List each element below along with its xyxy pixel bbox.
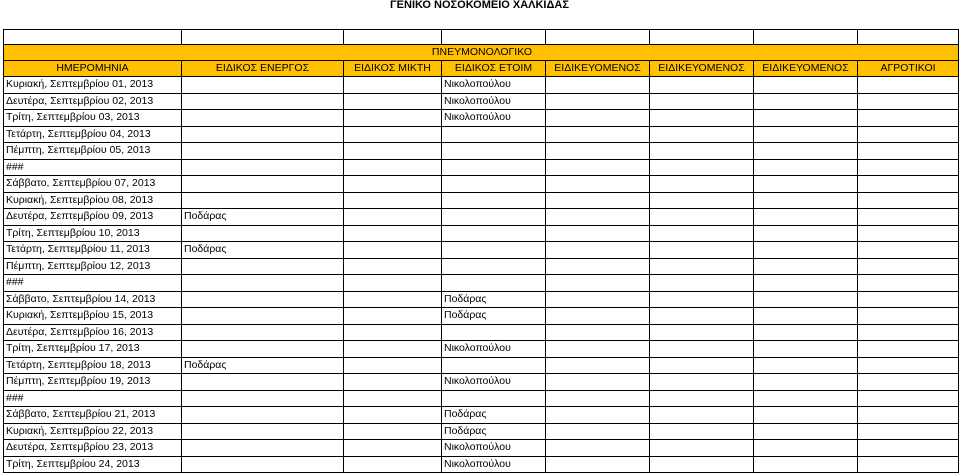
duty-cell[interactable] (546, 225, 650, 242)
duty-cell[interactable] (754, 126, 858, 143)
duty-cell[interactable] (546, 192, 650, 209)
date-cell[interactable]: Σάββατο, Σεπτεμβρίου 21, 2013 (4, 407, 182, 424)
duty-cell[interactable] (182, 110, 344, 127)
duty-cell[interactable]: Ποδάρας (182, 209, 344, 226)
date-cell[interactable]: Σάββατο, Σεπτεμβρίου 14, 2013 (4, 291, 182, 308)
duty-cell[interactable] (754, 192, 858, 209)
duty-cell[interactable]: Ποδάρας (442, 291, 546, 308)
duty-cell[interactable] (650, 357, 754, 374)
blank-cell[interactable] (754, 30, 858, 45)
date-cell[interactable]: Πέμπτη, Σεπτεμβρίου 19, 2013 (4, 374, 182, 391)
table-row (4, 374, 959, 391)
table-row (4, 258, 959, 275)
header-specialist-active[interactable]: ΕΙΔΙΚΟΣ ΕΝΕΡΓΟΣ (182, 61, 344, 77)
duty-cell[interactable] (546, 209, 650, 226)
duty-cell[interactable] (442, 225, 546, 242)
duty-cell[interactable] (442, 357, 546, 374)
duty-cell[interactable] (858, 242, 959, 259)
duty-cell[interactable] (754, 225, 858, 242)
duty-cell[interactable]: Ποδάρας (182, 357, 344, 374)
duty-cell[interactable] (650, 110, 754, 127)
duty-cell[interactable] (344, 275, 442, 292)
duty-cell[interactable] (650, 456, 754, 473)
date-cell[interactable]: Κυριακή, Σεπτεμβρίου 15, 2013 (4, 308, 182, 325)
duty-cell[interactable] (344, 374, 442, 391)
table-row (4, 291, 959, 308)
duty-cell[interactable] (650, 159, 754, 176)
duty-cell[interactable] (442, 126, 546, 143)
duty-cell[interactable] (754, 440, 858, 457)
duty-cell[interactable] (344, 324, 442, 341)
duty-cell[interactable] (182, 407, 344, 424)
duty-cell[interactable] (754, 324, 858, 341)
duty-cell[interactable] (182, 225, 344, 242)
duty-cell[interactable] (754, 407, 858, 424)
duty-cell[interactable] (650, 93, 754, 110)
duty-cell[interactable] (650, 407, 754, 424)
duty-cell[interactable] (344, 225, 442, 242)
duty-cell[interactable] (754, 374, 858, 391)
duty-cell[interactable] (344, 258, 442, 275)
duty-cell[interactable] (546, 456, 650, 473)
duty-cell[interactable] (182, 291, 344, 308)
duty-cell[interactable] (344, 176, 442, 193)
duty-cell[interactable] (344, 209, 442, 226)
duty-cell[interactable] (344, 357, 442, 374)
blank-cell[interactable] (344, 30, 442, 45)
duty-cell[interactable] (754, 143, 858, 160)
duty-cell[interactable] (344, 440, 442, 457)
date-cell[interactable]: Δευτέρα, Σεπτεμβρίου 16, 2013 (4, 324, 182, 341)
blank-row (4, 30, 959, 45)
duty-cell[interactable] (858, 77, 959, 94)
duty-cell[interactable] (650, 242, 754, 259)
duty-cell[interactable] (182, 77, 344, 94)
duty-cell[interactable] (546, 143, 650, 160)
schedule-table (3, 29, 959, 473)
duty-cell[interactable] (754, 275, 858, 292)
table-row (4, 209, 959, 226)
duty-cell[interactable] (858, 308, 959, 325)
duty-cell[interactable] (344, 308, 442, 325)
header-specialist-ready[interactable]: ΕΙΔΙΚΟΣ ΕΤΟΙΜ (442, 61, 546, 77)
duty-cell[interactable] (546, 93, 650, 110)
duty-cell[interactable] (344, 242, 442, 259)
duty-cell[interactable] (546, 308, 650, 325)
table-row (4, 93, 959, 110)
duty-cell[interactable] (858, 440, 959, 457)
duty-cell[interactable]: Νικολοπούλου (442, 440, 546, 457)
duty-cell[interactable] (442, 192, 546, 209)
duty-cell[interactable] (858, 159, 959, 176)
duty-cell[interactable] (754, 159, 858, 176)
duty-cell[interactable] (858, 407, 959, 424)
duty-cell[interactable] (650, 308, 754, 325)
table-row (4, 440, 959, 457)
duty-cell[interactable]: Νικολοπούλου (442, 77, 546, 94)
duty-cell[interactable]: Νικολοπούλου (442, 93, 546, 110)
blank-cell[interactable] (546, 30, 650, 45)
date-cell[interactable]: Δευτέρα, Σεπτεμβρίου 09, 2013 (4, 209, 182, 226)
table-row (4, 275, 959, 292)
duty-cell[interactable] (344, 423, 442, 440)
duty-cell[interactable] (344, 390, 442, 407)
duty-cell[interactable] (344, 456, 442, 473)
duty-cell[interactable] (650, 291, 754, 308)
duty-cell[interactable] (546, 77, 650, 94)
duty-cell[interactable] (858, 93, 959, 110)
duty-cell[interactable] (650, 341, 754, 358)
duty-cell[interactable] (442, 242, 546, 259)
duty-cell[interactable] (344, 143, 442, 160)
date-cell[interactable]: Δευτέρα, Σεπτεμβρίου 02, 2013 (4, 93, 182, 110)
duty-cell[interactable] (182, 275, 344, 292)
duty-cell[interactable] (546, 126, 650, 143)
duty-cell[interactable] (650, 77, 754, 94)
duty-cell[interactable] (650, 275, 754, 292)
date-cell[interactable]: Τετάρτη, Σεπτεμβρίου 11, 2013 (4, 242, 182, 259)
header-resident-3[interactable]: ΕΙΔΙΚΕΥΟΜΕΝΟΣ (754, 61, 858, 77)
duty-cell[interactable] (344, 110, 442, 127)
table-row (4, 126, 959, 143)
table-row (4, 110, 959, 127)
duty-cell[interactable] (546, 275, 650, 292)
table-row (4, 308, 959, 325)
duty-cell[interactable]: Νικολοπούλου (442, 341, 546, 358)
duty-cell[interactable] (858, 275, 959, 292)
duty-cell[interactable] (442, 176, 546, 193)
duty-cell[interactable] (650, 192, 754, 209)
table-row (4, 242, 959, 259)
date-cell[interactable]: Κυριακή, Σεπτεμβρίου 01, 2013 (4, 77, 182, 94)
duty-cell[interactable] (442, 209, 546, 226)
duty-cell[interactable] (754, 77, 858, 94)
duty-cell[interactable] (546, 407, 650, 424)
duty-cell[interactable] (182, 456, 344, 473)
header-rural[interactable]: ΑΓΡΟΤΙΚΟΙ (858, 61, 959, 77)
duty-cell[interactable] (858, 324, 959, 341)
duty-cell[interactable]: Νικολοπούλου (442, 110, 546, 127)
date-cell[interactable]: Τρίτη, Σεπτεμβρίου 10, 2013 (4, 225, 182, 242)
date-cell[interactable]: Πέμπτη, Σεπτεμβρίου 05, 2013 (4, 143, 182, 160)
table-row (4, 357, 959, 374)
duty-cell[interactable] (344, 291, 442, 308)
duty-cell[interactable] (650, 176, 754, 193)
duty-cell[interactable] (182, 258, 344, 275)
duty-cell[interactable] (650, 423, 754, 440)
table-row (4, 159, 959, 176)
duty-cell[interactable] (858, 390, 959, 407)
duty-cell[interactable] (650, 324, 754, 341)
duty-cell[interactable]: Νικολοπούλου (442, 374, 546, 391)
table-row (4, 390, 959, 407)
duty-cell[interactable] (650, 258, 754, 275)
table-row (4, 407, 959, 424)
duty-cell[interactable] (546, 324, 650, 341)
duty-cell[interactable] (546, 390, 650, 407)
duty-cell[interactable] (546, 291, 650, 308)
duty-cell[interactable] (182, 308, 344, 325)
duty-cell[interactable] (546, 110, 650, 127)
duty-cell[interactable] (182, 324, 344, 341)
date-cell[interactable]: ### (4, 159, 182, 176)
duty-cell[interactable] (858, 126, 959, 143)
duty-cell[interactable] (754, 423, 858, 440)
date-cell[interactable]: Κυριακή, Σεπτεμβρίου 08, 2013 (4, 192, 182, 209)
duty-cell[interactable] (650, 126, 754, 143)
blank-cell[interactable] (4, 30, 182, 45)
duty-cell[interactable] (182, 341, 344, 358)
duty-cell[interactable] (858, 357, 959, 374)
duty-cell[interactable] (182, 159, 344, 176)
duty-cell[interactable]: Νικολοπούλου (442, 456, 546, 473)
date-cell[interactable]: Πέμπτη, Σεπτεμβρίου 12, 2013 (4, 258, 182, 275)
blank-cell[interactable] (442, 30, 546, 45)
duty-cell[interactable] (546, 374, 650, 391)
duty-cell[interactable] (858, 374, 959, 391)
duty-cell[interactable] (546, 176, 650, 193)
date-cell[interactable]: Κυριακή, Σεπτεμβρίου 22, 2013 (4, 423, 182, 440)
duty-cell[interactable] (754, 209, 858, 226)
duty-cell[interactable] (858, 176, 959, 193)
department-row (4, 45, 959, 61)
schedule-body (4, 30, 959, 473)
duty-cell[interactable] (182, 192, 344, 209)
duty-cell[interactable] (546, 341, 650, 358)
duty-cell[interactable] (754, 93, 858, 110)
table-row (4, 341, 959, 358)
duty-cell[interactable] (442, 275, 546, 292)
date-cell[interactable]: Τρίτη, Σεπτεμβρίου 24, 2013 (4, 456, 182, 473)
duty-cell[interactable] (546, 258, 650, 275)
duty-cell[interactable] (182, 126, 344, 143)
duty-cell[interactable] (858, 192, 959, 209)
duty-cell[interactable] (754, 456, 858, 473)
date-cell[interactable]: ### (4, 390, 182, 407)
duty-cell[interactable] (442, 159, 546, 176)
duty-cell[interactable] (858, 423, 959, 440)
duty-cell[interactable] (754, 357, 858, 374)
duty-cell[interactable] (182, 143, 344, 160)
duty-cell[interactable] (858, 341, 959, 358)
duty-cell[interactable] (858, 456, 959, 473)
blank-cell[interactable] (182, 30, 344, 45)
duty-cell[interactable] (344, 159, 442, 176)
table-row (4, 143, 959, 160)
date-cell[interactable]: Τρίτη, Σεπτεμβρίου 03, 2013 (4, 110, 182, 127)
duty-cell[interactable]: Ποδάρας (442, 423, 546, 440)
duty-cell[interactable] (858, 225, 959, 242)
table-row (4, 192, 959, 209)
duty-cell[interactable] (182, 93, 344, 110)
header-row (4, 61, 959, 77)
duty-cell[interactable]: Ποδάρας (442, 407, 546, 424)
duty-cell[interactable] (858, 110, 959, 127)
date-cell[interactable]: Δευτέρα, Σεπτεμβρίου 23, 2013 (4, 440, 182, 457)
duty-cell[interactable] (344, 192, 442, 209)
duty-cell[interactable] (546, 440, 650, 457)
duty-cell[interactable] (182, 423, 344, 440)
duty-cell[interactable] (546, 423, 650, 440)
date-cell[interactable]: Τετάρτη, Σεπτεμβρίου 18, 2013 (4, 357, 182, 374)
date-cell[interactable]: Τρίτη, Σεπτεμβρίου 17, 2013 (4, 341, 182, 358)
table-row (4, 456, 959, 473)
duty-cell[interactable] (546, 357, 650, 374)
duty-cell[interactable] (546, 159, 650, 176)
date-cell[interactable]: Σάββατο, Σεπτεμβρίου 07, 2013 (4, 176, 182, 193)
date-cell[interactable]: Τετάρτη, Σεπτεμβρίου 04, 2013 (4, 126, 182, 143)
table-row (4, 225, 959, 242)
duty-cell[interactable] (182, 440, 344, 457)
duty-cell[interactable] (858, 209, 959, 226)
duty-cell[interactable] (546, 242, 650, 259)
duty-cell[interactable] (754, 110, 858, 127)
duty-cell[interactable] (442, 390, 546, 407)
duty-cell[interactable] (442, 143, 546, 160)
duty-cell[interactable] (344, 407, 442, 424)
duty-cell[interactable] (344, 77, 442, 94)
date-cell[interactable]: ### (4, 275, 182, 292)
duty-cell[interactable] (650, 209, 754, 226)
duty-cell[interactable] (754, 341, 858, 358)
header-date[interactable]: ΗΜΕΡΟΜΗΝΙΑ (4, 61, 182, 77)
duty-cell[interactable] (858, 143, 959, 160)
table-row (4, 324, 959, 341)
duty-cell[interactable] (650, 390, 754, 407)
header-resident-2[interactable]: ΕΙΔΙΚΕΥΟΜΕΝΟΣ (650, 61, 754, 77)
duty-cell[interactable] (754, 390, 858, 407)
header-resident-1[interactable]: ΕΙΔΙΚΕΥΟΜΕΝΟΣ (546, 61, 650, 77)
table-row (4, 423, 959, 440)
duty-cell[interactable]: Ποδάρας (182, 242, 344, 259)
blank-cell[interactable] (858, 30, 959, 45)
duty-cell[interactable] (182, 390, 344, 407)
duty-cell[interactable] (754, 176, 858, 193)
duty-cell[interactable] (344, 126, 442, 143)
department-name[interactable]: ΠΝΕΥΜΟΝΟΛΟΓΙΚΟ (4, 45, 959, 61)
duty-cell[interactable] (858, 258, 959, 275)
duty-cell[interactable] (650, 440, 754, 457)
blank-cell[interactable] (650, 30, 754, 45)
duty-cell[interactable]: Ποδάρας (442, 308, 546, 325)
duty-cell[interactable] (650, 143, 754, 160)
duty-cell[interactable] (754, 291, 858, 308)
duty-cell[interactable] (858, 291, 959, 308)
duty-cell[interactable] (182, 176, 344, 193)
duty-cell[interactable] (344, 341, 442, 358)
duty-cell[interactable] (754, 308, 858, 325)
duty-cell[interactable] (442, 324, 546, 341)
duty-cell[interactable] (442, 258, 546, 275)
table-row (4, 176, 959, 193)
duty-cell[interactable] (754, 258, 858, 275)
duty-cell[interactable] (650, 225, 754, 242)
document-title: ΓΕΝΙΚΟ ΝΟΣΟΚΟΜΕΙΟ ΧΑΛΚΙΔΑΣ (390, 0, 569, 11)
duty-cell[interactable] (650, 374, 754, 391)
duty-cell[interactable] (754, 242, 858, 259)
header-specialist-mixed[interactable]: ΕΙΔΙΚΟΣ ΜΙΚΤΗ (344, 61, 442, 77)
table-row (4, 77, 959, 94)
duty-cell[interactable] (182, 374, 344, 391)
duty-cell[interactable] (344, 93, 442, 110)
